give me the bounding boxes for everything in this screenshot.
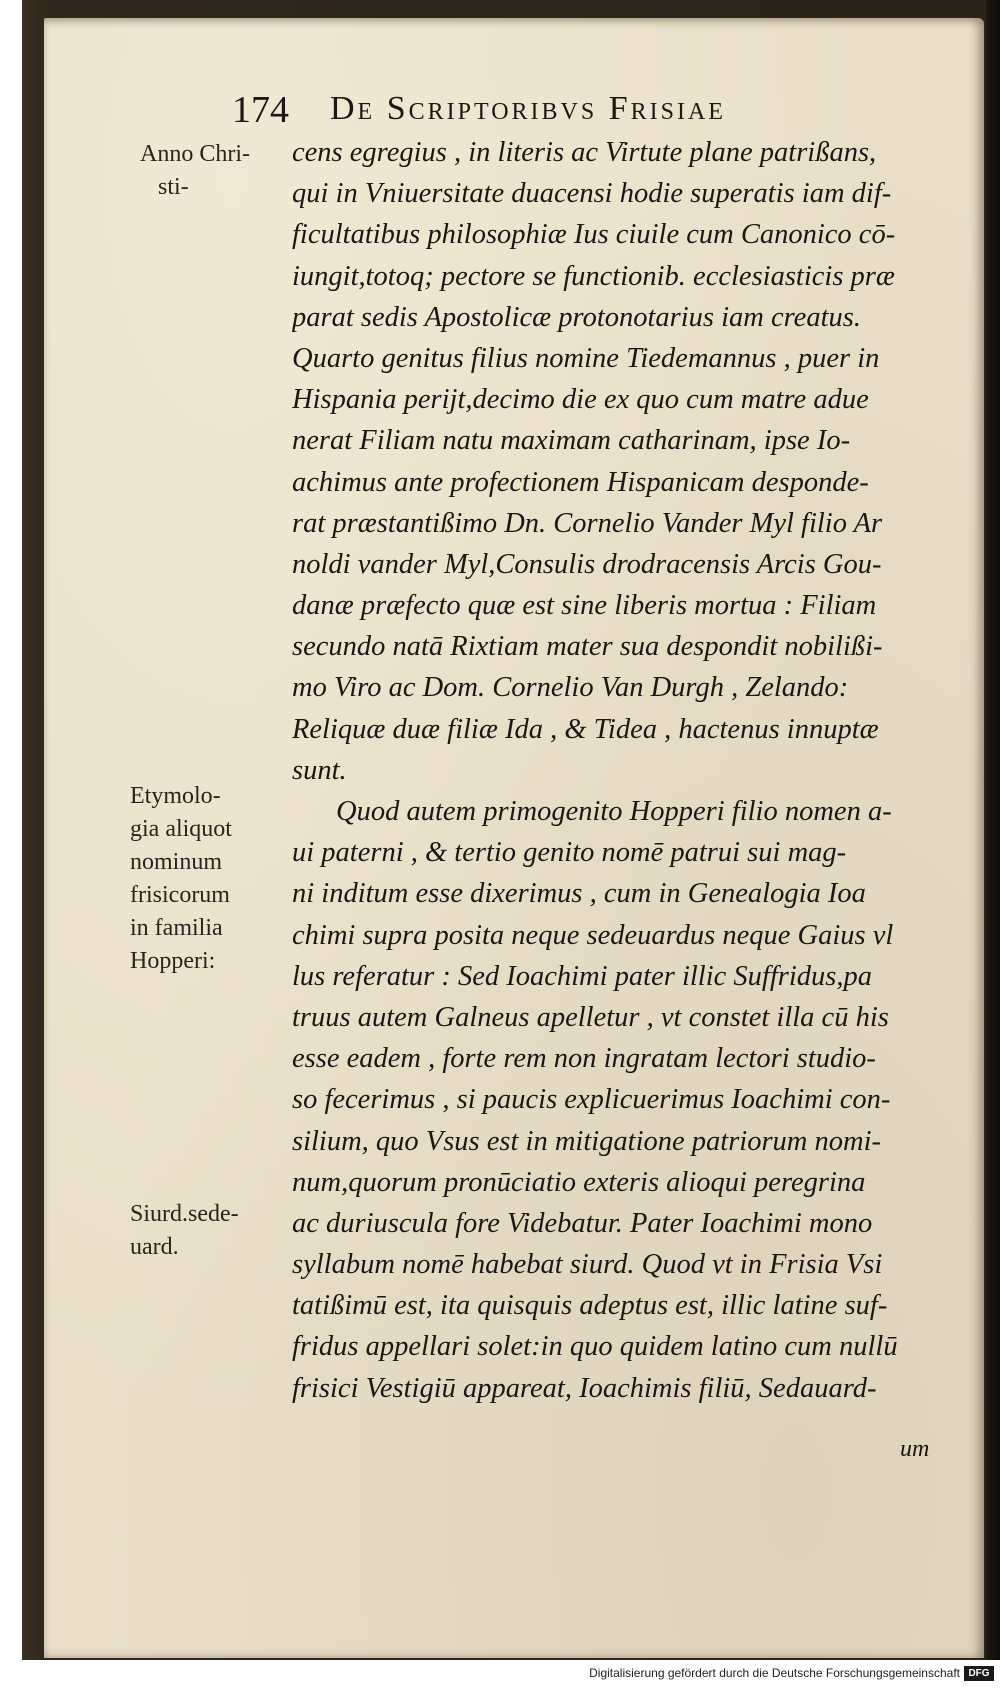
text-line: ni inditum esse dixerimus , cum in Genealogia Ioa: [292, 878, 866, 910]
text-line: num,quorum pronūciatio exteris alioqui peregrina: [292, 1166, 866, 1198]
text-line: danæ præfecto quæ est sine liberis mortua : Filiam: [292, 590, 877, 622]
text-line: mo Viro ac Dom. Cornelio Van Durgh , Zelando:: [292, 672, 849, 704]
text-line: truus autem Galneus apelletur , vt constet illa cū his: [292, 1001, 889, 1033]
text-line: secundo natā Rixtiam mater sua despondit nobilißi-: [292, 631, 883, 663]
margin-note-line: Hopperi:: [130, 948, 216, 974]
book-spine: [986, 0, 1000, 1660]
margin-note-line: sti-: [158, 174, 189, 200]
text-line: syllabum nomē habebat siurd. Quod vt in Frisia Vsi: [292, 1249, 883, 1281]
text-line: nerat Filiam natu maximam catharinam, ipse Io-: [292, 425, 851, 457]
text-line: sunt.: [292, 754, 347, 786]
text-line: Quarto genitus filius nomine Tiedemannus , puer in: [292, 342, 880, 374]
text-line: Reliquæ duæ filiæ Ida , & Tidea , hactenus innuptæ: [292, 713, 879, 745]
margin-notes: [130, 130, 290, 1330]
text-line: noldi vander Myl,Consulis drodracensis Arcis Gou-: [292, 548, 882, 580]
margin-note-line: in familia: [130, 915, 223, 941]
margin-note-etymologia: [130, 780, 288, 978]
text-line: tatißimū est, ita quisquis adeptus est, illic latine suf-: [292, 1290, 888, 1322]
running-title: De Scriptoribvs Frisiae: [330, 90, 726, 127]
text-line: esse eadem , forte rem non ingratam lectori studio-: [292, 1043, 876, 1075]
text-line: ui paterni , & tertio genito nomē patrui sui mag-: [292, 837, 847, 869]
margin-note-line: gia aliquot: [130, 816, 232, 842]
text-line: fridus appellari solet:in quo quidem latino cum nullū: [292, 1331, 898, 1363]
margin-note-line: uard.: [130, 1234, 179, 1260]
text-line: Quod autem primogenito Hopperi filio nomen a-: [336, 796, 892, 827]
text-line: Hispania perijt,decimo die ex quo cum matre adue: [292, 384, 869, 416]
text-line: frisici Vestigiū appareat, Ioachimis filiū, Sedauard-: [292, 1372, 877, 1404]
margin-note-line: nominum: [130, 849, 223, 875]
margin-note-line: Anno Chri-: [140, 141, 250, 167]
footer-bar: [0, 1662, 1000, 1688]
main-text-block: [292, 132, 964, 1409]
dfg-logo: DFG: [964, 1666, 994, 1681]
text-line: chimi supra posita neque sedeuardus neque Gaius vl: [292, 919, 894, 951]
text-line: parat sedis Apostolicæ protonotarius iam creatus.: [292, 301, 861, 333]
text-line: so fecerimus , si paucis explicuerimus Ioachimi con-: [292, 1084, 891, 1116]
margin-note-line: Siurd.sede-: [130, 1201, 239, 1227]
margin-note-anno-christi: [140, 138, 298, 204]
margin-note-siurd: [130, 1198, 288, 1264]
text-line: iungit,totoq; pectore se functionib. ecclesiasticis præ: [292, 260, 895, 292]
catchword: um: [900, 1436, 930, 1462]
margin-note-line: Etymolo-: [130, 783, 221, 809]
text-line: ac duriuscula fore Videbatur. Pater Ioachimi mono: [292, 1207, 873, 1239]
margin-note-line: frisicorum: [130, 882, 230, 908]
text-line: achimus ante profectionem Hispanicam desponde-: [292, 466, 869, 498]
text-line: ficultatibus philosophiæ Ius ciuile cum Canonico cō-: [292, 219, 896, 251]
text-line: qui in Vniuersitate duacensi hodie superatis iam dif-: [292, 178, 892, 210]
funding-credit: Digitalisierung gefördert durch die Deutsche Forschungsgemeinschaft: [589, 1666, 960, 1680]
page-number: 174: [232, 89, 289, 131]
text-line: lus referatur : Sed Ioachimi pater illic Suffridus,pa: [292, 960, 872, 992]
text-line: silium, quo Vsus est in mitigatione patriorum nomi-: [292, 1125, 882, 1157]
text-line: rat præstantißimo Dn. Cornelio Vander Myl filio Ar: [292, 507, 883, 539]
page-header: [232, 88, 972, 136]
text-line: cens egregius , in literis ac Virtute plane patrißans,: [292, 137, 877, 168]
